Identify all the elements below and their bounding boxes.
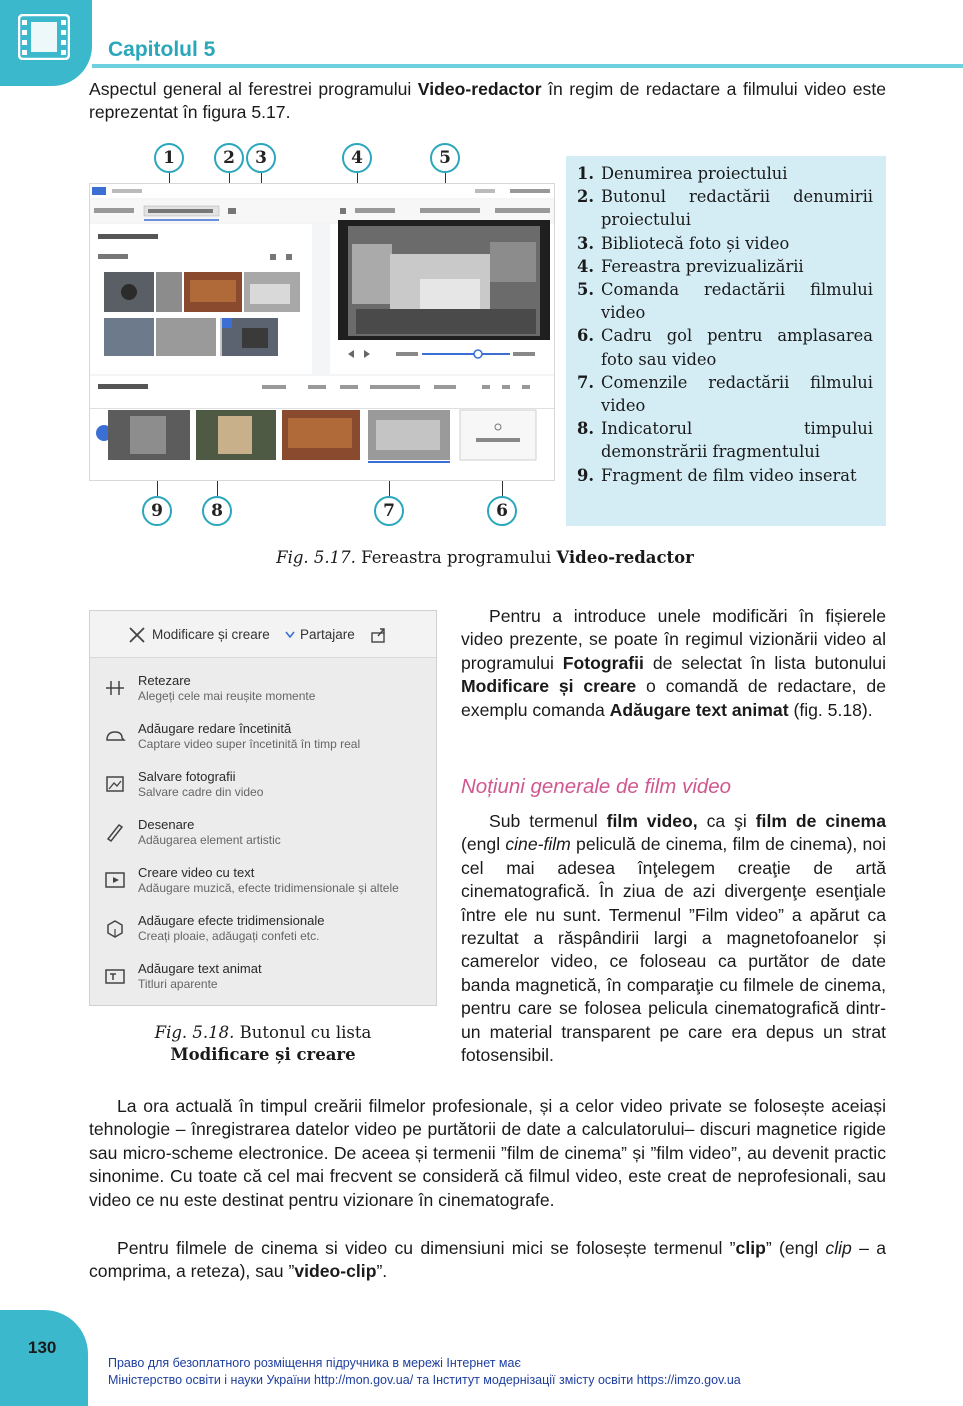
share-icon[interactable]: [370, 626, 388, 644]
callout-6: 6: [487, 496, 517, 526]
modify-intro-paragraph: Pentru a introduce unele modificări în fișierele video prezente, se poate în regimul vizionării video al programului Fotografii de selectat în lista butonului Modificare și creare o comandă de redactare, de exemplu comanda Adăugare text animat (fig. 5.18).: [461, 606, 886, 720]
callout-5: 5: [430, 143, 460, 173]
callout-1: 1: [154, 143, 184, 173]
trim-icon: [104, 677, 126, 699]
legend-item: 2. Butonul redactării denumirii proiectului: [577, 187, 873, 230]
animated-text-icon: [104, 965, 126, 987]
menu-header: [90, 611, 436, 658]
callout-9: 9: [142, 496, 172, 526]
3d-effects-icon: [104, 917, 126, 939]
modify-create-menu-screenshot: [89, 610, 437, 1006]
snail-icon: [104, 725, 126, 747]
page-number-tab: [0, 1310, 88, 1406]
menu-item-draw[interactable]: Desenare Adăugarea element artistic: [90, 811, 436, 859]
legend-list: [577, 162, 873, 487]
video-editor-window: [90, 184, 555, 481]
callout-7: 7: [374, 496, 404, 526]
footer-links-line[interactable]: Міністерство освіти і науки України http://mon.gov.ua/ та Інститут модернізації змісту освіти https://imzo.gov.ua: [108, 1373, 741, 1387]
film-strip-icon: [18, 14, 70, 60]
menu-item-3d-effects[interactable]: Adăugare efecte tridimensionale Creați ploaie, adăugați confeti etc.: [90, 907, 436, 955]
video-editor-screenshot: [89, 183, 555, 481]
legend-item: 9. Fragment de film video inserat: [577, 465, 857, 485]
share-button-label[interactable]: Partajare: [300, 627, 355, 642]
legend-item: 6. Cadru gol pentru amplasarea foto sau video: [577, 326, 873, 369]
menu-item-animated-text[interactable]: Adăugare text animat Titluri aparente: [90, 955, 436, 1003]
intro-paragraph: Aspectul general al ferestrei programului Video-redactor în regim de redactare a filmului video este reprezentat în figura 5.17.: [89, 79, 887, 123]
chevron-down-icon[interactable]: [285, 631, 295, 639]
modify-create-button-label[interactable]: Modificare și creare: [152, 627, 270, 642]
menu-item-slow-motion[interactable]: Adăugare redare încetinită Captare video super încetinită în timp real: [90, 715, 436, 763]
figure-5-17-caption: Fig. 5.17. Fereastra programului Video-redactor: [276, 548, 694, 567]
page-number: 130: [28, 1338, 57, 1357]
film-video-paragraph: Sub termenul film video, ca şi film de cinema (engl cine-film peliculă de cinema, film de cinema), noi cel mai adesea înţelegem creaţie de artă cinematografică. În ziua de azi divergenţe esenţiale între ele nu sunt. Termenul ”Film video” a apărut ca rezultat a răspândirii largi a magnetofoanelor și camerelor video, ce foloseau ca purtător de date banda magnetică, în comparaţie cu filmele de cinema, pentru care se folosea pelicula cinematografică dintr-un material transparent pe care era depus un strat fotosensibil.: [461, 811, 886, 1066]
figure-5-18-caption: Fig. 5.18. Butonul cu lista Modificare și creare: [154, 1023, 372, 1064]
save-photo-icon: [104, 773, 126, 795]
clip-paragraph: Pentru filmele de cinema si video cu dimensiuni mici se folosește termenul ”clip” (engl clip – a comprima, a reteza), sau ”video-clip”.: [89, 1238, 886, 1282]
video-text-icon: [104, 869, 126, 891]
menu-item-video-with-text[interactable]: Creare video cu text Adăugare muzică, efecte tridimensionale și altele: [90, 859, 436, 907]
callout-8: 8: [202, 496, 232, 526]
chapter-corner-tab: [0, 0, 92, 86]
menu-item-save-photos[interactable]: Salvare fotografii Salvare cadre din video: [90, 763, 436, 811]
edit-tools-icon: [128, 626, 146, 644]
menu-item-trim[interactable]: Retezare Alegeți cele mai reușite momente: [90, 667, 436, 715]
pen-icon: [104, 821, 126, 843]
callout-3: 3: [246, 143, 276, 173]
legend-item: 4. Fereastra previzualizării: [577, 256, 804, 276]
footer-rights-line: Право для безоплатного розміщення підручника в мережі Інтернет має: [108, 1356, 521, 1370]
header-divider: [92, 64, 963, 68]
callout-2: 2: [214, 143, 244, 173]
callout-4: 4: [342, 143, 372, 173]
technology-paragraph: La ora actuală în timpul creării filmelor profesionale, și a celor video private se folosește aceiași tehnologie – înregistrarea datelor video pe purtătorii de date a calculatorului– discuri magnetice rigide sau micro-scheme electronice. De aceea și termenii ”film de cinema” și ”film video”, au devenit practic sinonime. Cu toate că cel mai frecvent se consideră că filmul video, este creat de neprofesionali, sau video ce nu este destinat pentru vizionare în cinematografe.: [89, 1096, 886, 1210]
legend-item: 8. Indicatorul timpului demonstrării fragmentului: [577, 419, 873, 462]
legend-item: 1. Denumirea proiectului: [577, 164, 788, 183]
chapter-title: Capitolul 5: [108, 38, 216, 61]
legend-item: 7. Comenzile redactării filmului video: [577, 372, 873, 416]
section-title: Noțiuni generale de film video: [461, 775, 732, 798]
legend-item: 5. Comanda redactării filmului video: [577, 280, 873, 323]
legend-item: 3. Bibliotecă foto și video: [577, 233, 790, 253]
